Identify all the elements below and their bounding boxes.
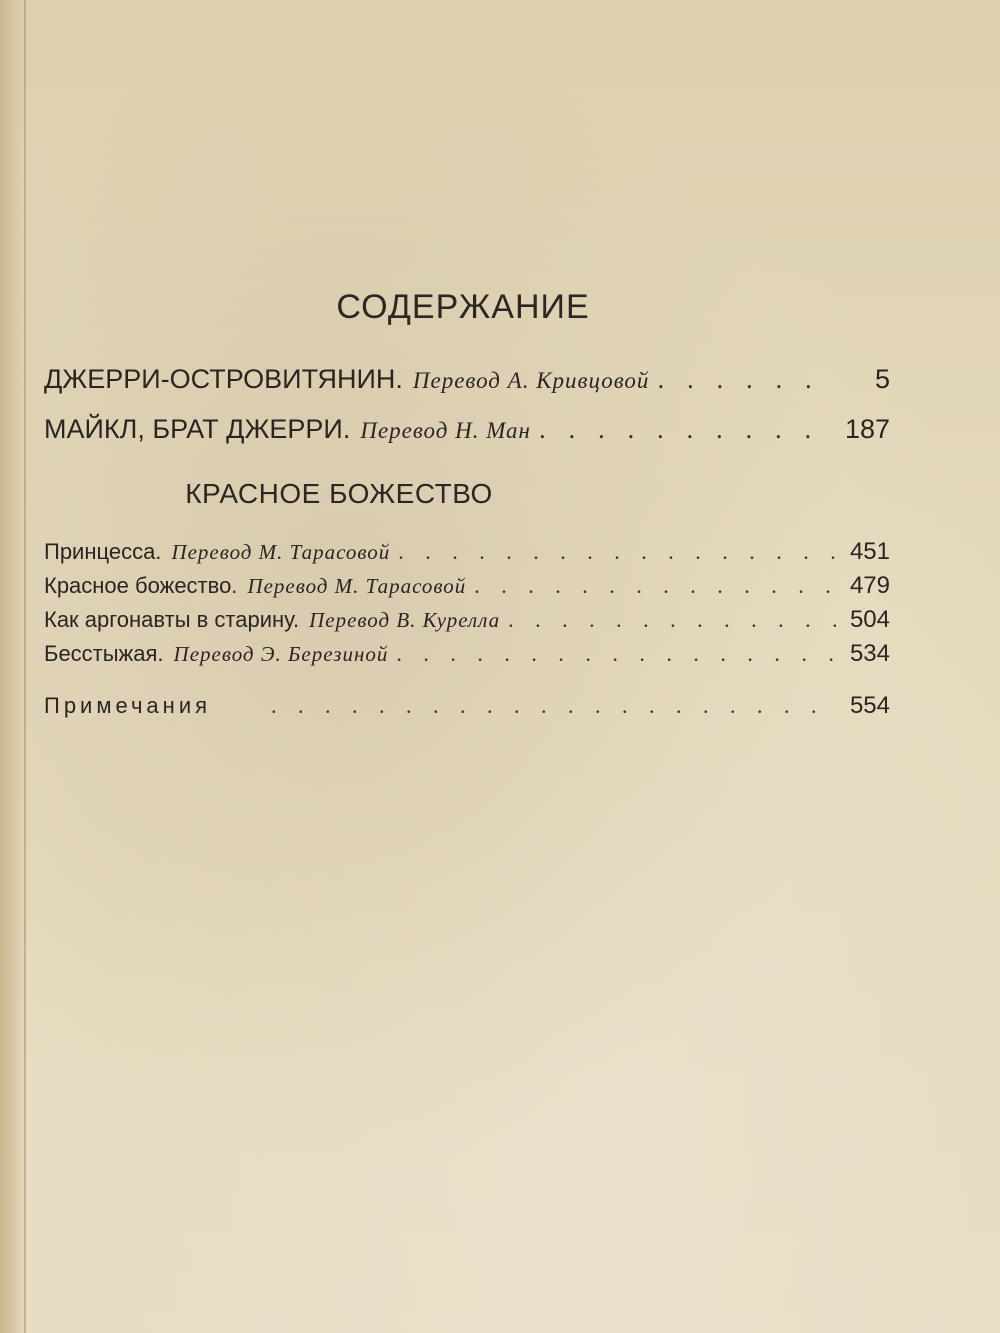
toc-entry-page: 479 bbox=[849, 572, 890, 599]
toc-entry-title: МАЙКЛ, БРАТ ДЖЕРРИ. bbox=[44, 414, 351, 444]
toc-entry-page: 5 bbox=[874, 364, 890, 394]
toc-entry-title: Как аргонавты в старину. bbox=[44, 607, 300, 632]
toc-entry-page: 554 bbox=[849, 692, 890, 719]
toc-entry bbox=[44, 606, 890, 634]
toc-entry-page: 187 bbox=[844, 414, 890, 444]
dot-leader bbox=[657, 364, 836, 395]
page-spine-shadow bbox=[0, 0, 26, 1333]
toc-entry-translator: Перевод Э. Березиной bbox=[173, 642, 389, 666]
toc-entry bbox=[44, 640, 890, 668]
toc-entry-title: ДЖЕРРИ-ОСТРОВИТЯНИН. bbox=[44, 364, 403, 394]
contents-heading: СОДЕРЖАНИЕ bbox=[336, 288, 590, 326]
toc-entry-page: 451 bbox=[849, 538, 890, 565]
toc-entry bbox=[44, 414, 890, 445]
dot-leader bbox=[271, 693, 836, 719]
toc-entry bbox=[44, 364, 890, 395]
toc-entry-translator: Перевод М. Тарасовой bbox=[171, 540, 391, 564]
dot-leader bbox=[396, 641, 836, 667]
section-heading: КРАСНОЕ БОЖЕСТВО bbox=[185, 478, 493, 509]
toc-entry-notes bbox=[44, 692, 890, 720]
toc-entry-translator: Перевод Н. Ман bbox=[360, 418, 531, 443]
toc-entry bbox=[44, 572, 890, 600]
dot-leader bbox=[508, 607, 836, 633]
toc-entry-title: Бесстыжая. bbox=[44, 641, 164, 666]
dot-leader bbox=[539, 414, 836, 445]
dot-leader bbox=[398, 539, 836, 565]
toc-entry-title: Принцесса. bbox=[44, 539, 162, 564]
toc-entry-page: 534 bbox=[849, 640, 890, 667]
toc-entry-translator: Перевод А. Кривцовой bbox=[412, 368, 650, 393]
toc-entry-translator: Перевод М. Тарасовой bbox=[247, 574, 467, 598]
page-spine-edge bbox=[24, 0, 26, 1333]
toc-entry-page: 504 bbox=[849, 606, 890, 633]
toc-entry-translator: Перевод В. Курелла bbox=[309, 608, 501, 632]
toc-entry-title: Примечания bbox=[44, 693, 212, 718]
toc-entry bbox=[44, 538, 890, 566]
dot-leader bbox=[474, 573, 836, 599]
toc-entry-title: Красное божество. bbox=[44, 573, 238, 598]
